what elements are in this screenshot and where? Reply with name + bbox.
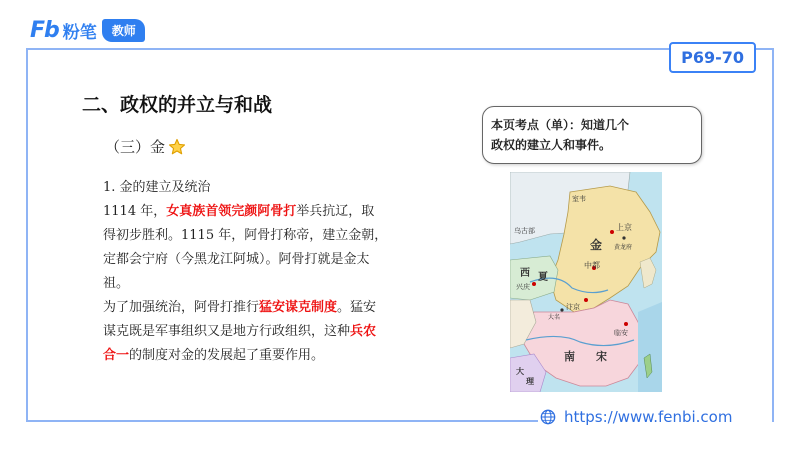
star-icon [168, 138, 186, 156]
paragraph-line [103, 344, 448, 368]
website-link[interactable]: https://www.fenbi.com [564, 408, 733, 426]
text-run: 的制度对金的发展起了重要作用。 [129, 348, 325, 363]
paragraph-line: 祖。 [103, 276, 130, 291]
map-label: 黄龙府 [614, 244, 633, 251]
map-label: 大 [516, 367, 524, 376]
fenbi-logo [30, 18, 145, 43]
historical-map [510, 172, 662, 392]
logo-mark: Fb [30, 18, 59, 43]
text-run: 。猛安 [337, 300, 377, 315]
logo-badge: 教师 [102, 19, 145, 42]
map-label: 宋 [596, 350, 607, 363]
section-heading: 二、政权的并立与和战 [82, 94, 273, 116]
subsection-heading [105, 136, 186, 157]
paragraph-line [103, 320, 448, 344]
globe-icon [540, 409, 556, 425]
callout-line: 本页考点（单）：知道几个 [491, 118, 630, 132]
map-label: 西 [520, 268, 530, 279]
map-label: 南 [564, 350, 575, 363]
body-text [103, 176, 448, 368]
highlight-text: 猛安谋克制度 [259, 300, 338, 315]
map-label: 兴庆 [516, 283, 530, 291]
map-label: 室韦 [572, 195, 586, 203]
map-label: 理 [526, 377, 534, 386]
text-run: 为了加强统治，阿骨打推行 [103, 300, 260, 315]
map-graphic [510, 172, 662, 392]
frame-bottom-border [26, 420, 538, 422]
paragraph-line [103, 296, 448, 320]
paragraph-line [103, 200, 448, 224]
text-run: 1114 年， [103, 204, 167, 219]
map-label: 临安 [614, 329, 628, 337]
text-run: 举兵抗辽，取 [296, 204, 375, 219]
map-label: 夏 [538, 272, 548, 283]
frame-left-border [26, 48, 28, 422]
highlight-text: 女真族首领完颜阿骨打 [166, 204, 297, 219]
map-label: 汴京 [566, 303, 580, 311]
callout-line: 政权的建立人和事件。 [491, 138, 612, 152]
exam-point-callout [482, 106, 702, 164]
footer-url[interactable] [540, 408, 732, 426]
paragraph-line: 得初步胜利。1115 年，阿骨打称帝，建立金朝， [103, 228, 388, 243]
page-reference-badge: P69-70 [669, 42, 756, 73]
map-label: 中都 [584, 261, 600, 270]
map-label: 金 [590, 238, 603, 252]
text-run: 谋克既是军事组织又是地方行政组织，这种 [103, 324, 351, 339]
map-label: 上京 [616, 223, 632, 232]
highlight-text: 兵农 [350, 324, 377, 339]
map-label: 乌古部 [514, 227, 535, 235]
paragraph-line: 定都会宁府（今黑龙江阿城）。阿骨打就是金太 [103, 252, 370, 267]
frame-top-border [26, 48, 774, 50]
map-label: 大名 [548, 314, 561, 321]
highlight-text: 合一 [103, 348, 130, 363]
subsection-title: （三）金 [105, 138, 166, 156]
topic-title: 1. 金的建立及统治 [103, 180, 211, 195]
logo-name: 粉笔 [62, 23, 97, 43]
frame-right-border [772, 48, 774, 422]
